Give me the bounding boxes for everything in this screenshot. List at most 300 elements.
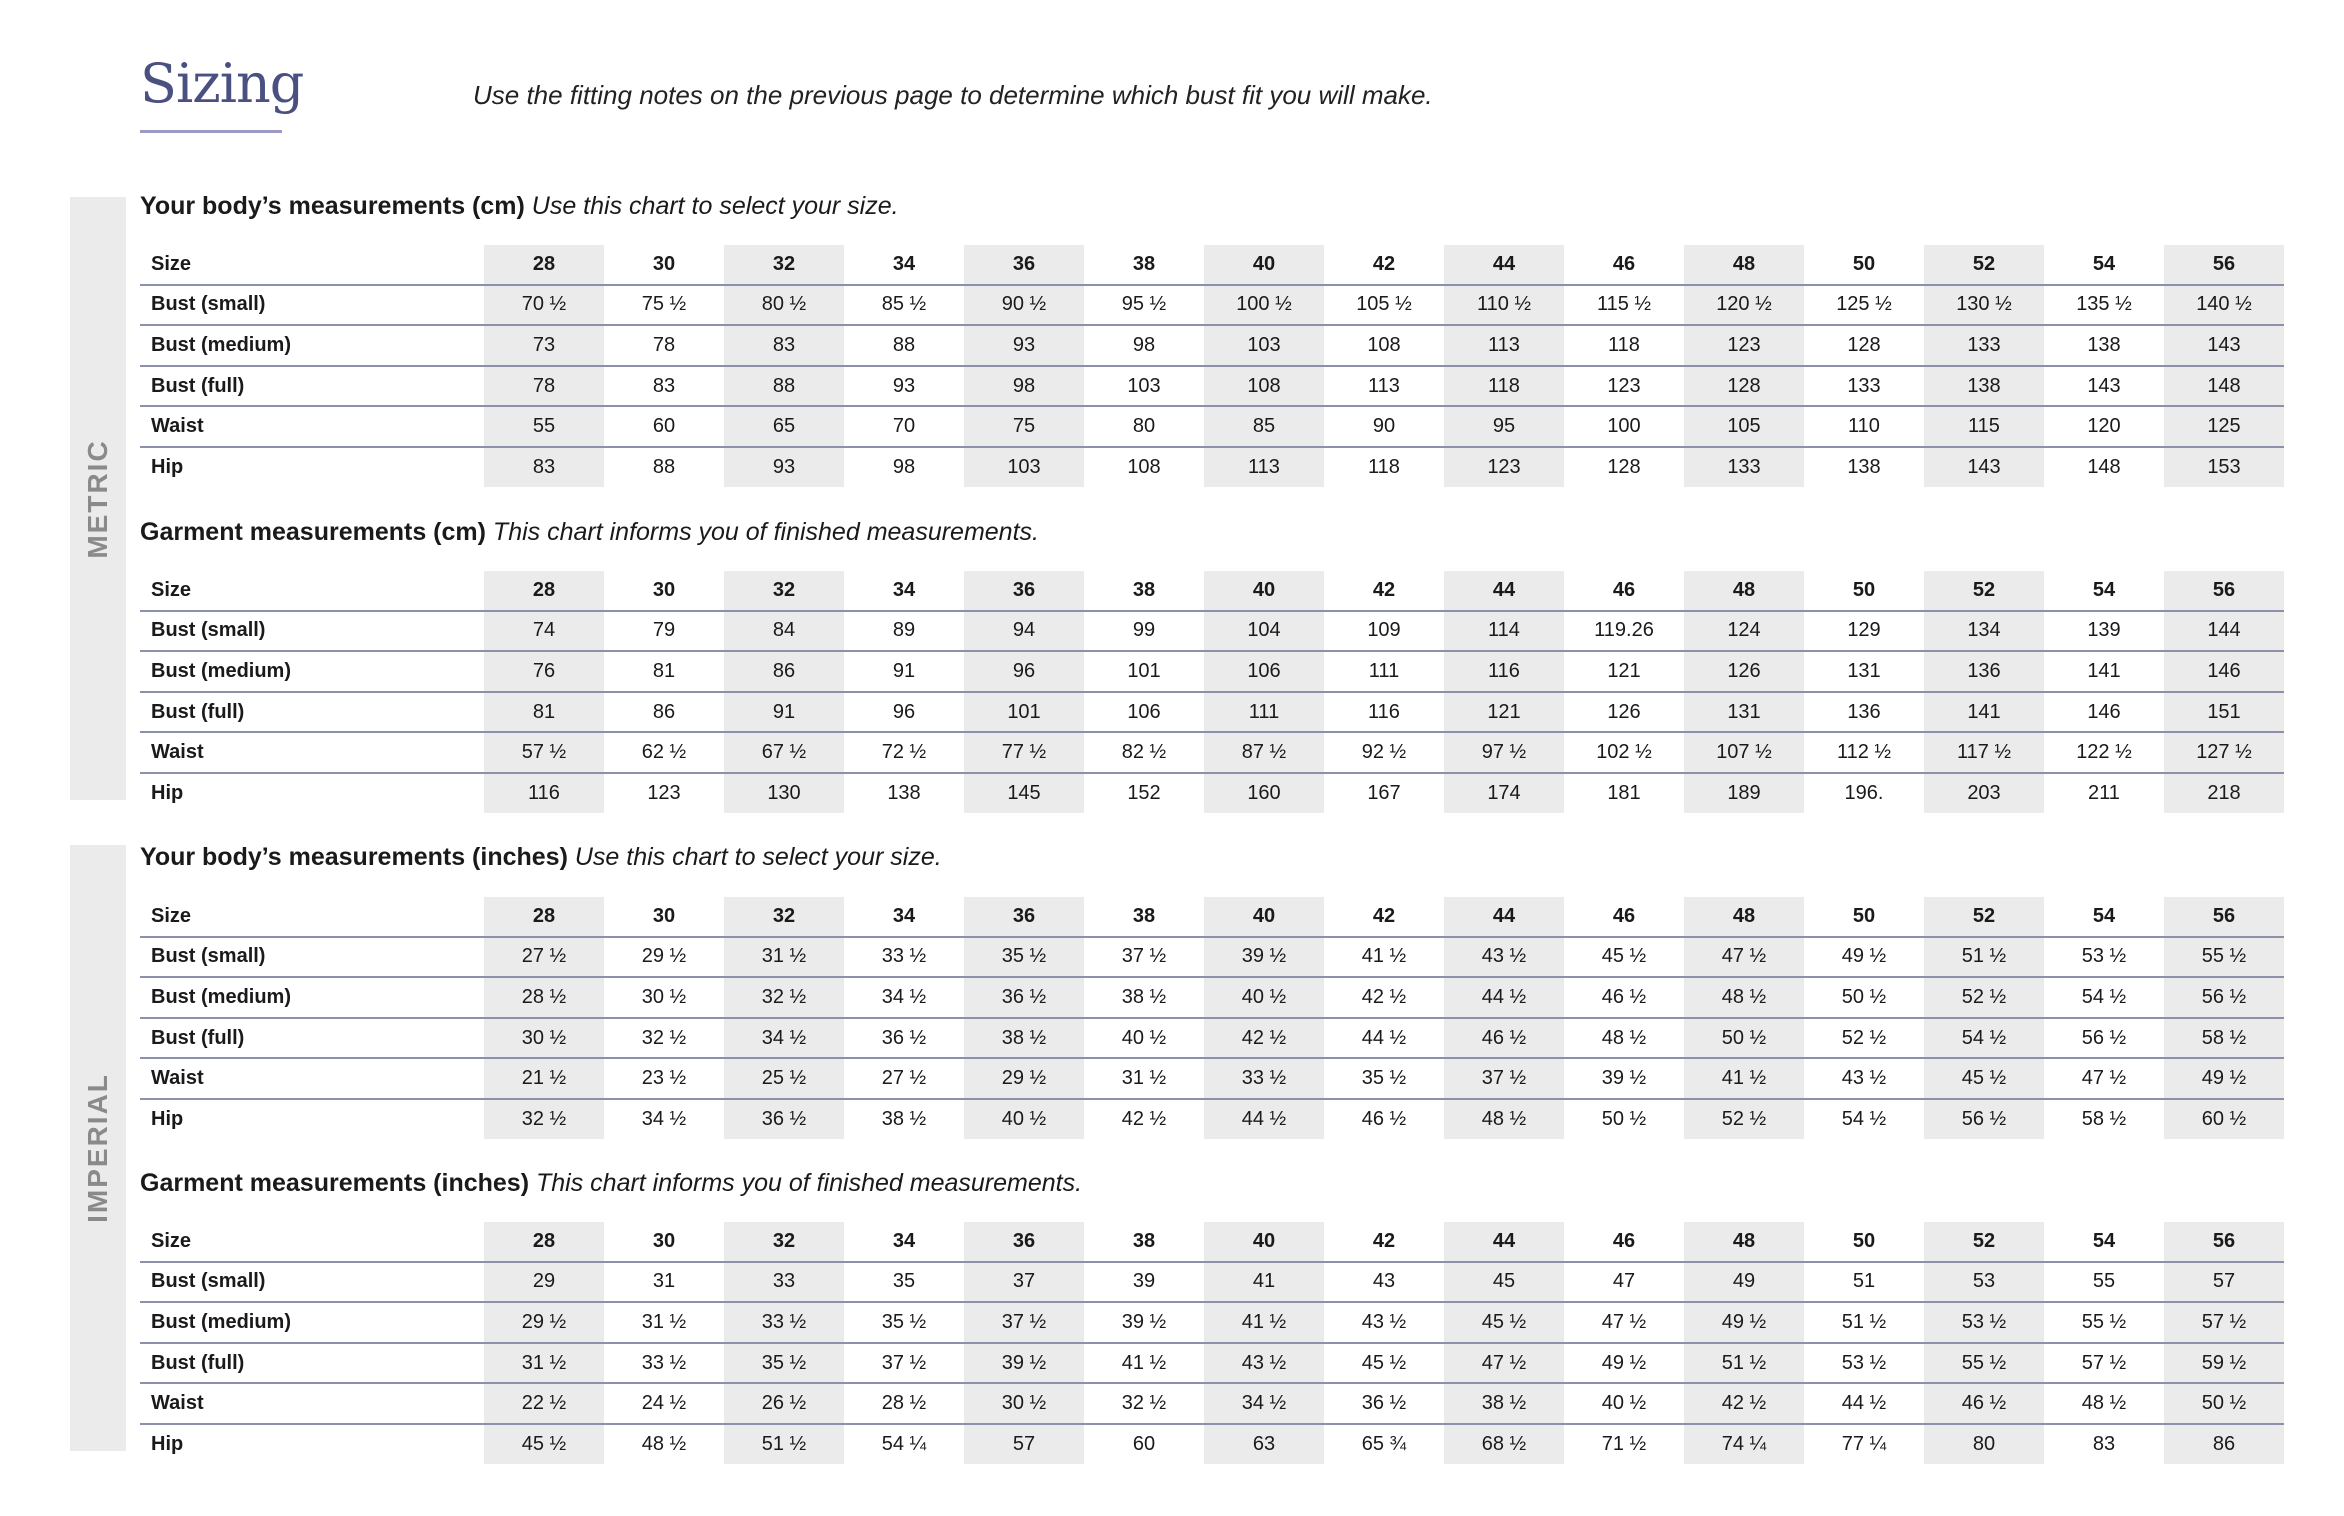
measurement-cell: 83	[724, 325, 844, 366]
measurement-cell: 55 ½	[2044, 1302, 2164, 1343]
size-header-cell: 30	[604, 897, 724, 937]
table-row	[140, 977, 2284, 1018]
measurement-cell: 28 ½	[484, 977, 604, 1018]
measurement-cell: 43 ½	[1804, 1058, 1924, 1099]
measurement-cell: 62 ½	[604, 732, 724, 773]
measurement-cell: 57 ½	[2164, 1302, 2284, 1343]
measurement-cell: 53 ½	[1804, 1343, 1924, 1384]
measurement-cell: 52 ½	[1684, 1099, 1804, 1139]
measurement-cell: 93	[724, 447, 844, 487]
measurement-cell: 121	[1564, 651, 1684, 692]
measurement-cell: 126	[1564, 692, 1684, 733]
measurement-cell: 40 ½	[1564, 1383, 1684, 1424]
size-table-garment-cm	[140, 571, 2284, 813]
measurement-cell: 119.26	[1564, 611, 1684, 652]
table-header-row	[140, 571, 2284, 611]
measurement-cell: 85 ½	[844, 285, 964, 326]
measurement-cell: 45 ½	[484, 1424, 604, 1464]
measurement-cell: 140 ½	[2164, 285, 2284, 326]
measurement-cell: 106	[1204, 651, 1324, 692]
size-header-label: Size	[140, 1222, 484, 1262]
measurement-cell: 105	[1684, 406, 1804, 447]
measurement-cell: 32 ½	[604, 1018, 724, 1059]
measurement-cell: 138	[887, 781, 921, 804]
measurement-cell: 84	[724, 611, 844, 652]
imperial-section-bar	[70, 845, 126, 1451]
measurement-cell: 46 ½	[1564, 977, 1684, 1018]
row-label: Bust (small)	[140, 611, 484, 652]
size-header-cell: 40	[1204, 245, 1324, 285]
measurement-cell: 86	[2164, 1424, 2284, 1464]
size-header-cell: 28	[484, 1222, 604, 1262]
measurement-cell: 103	[1084, 366, 1204, 407]
measurement-cell: 41 ½	[1324, 937, 1444, 978]
measurement-cell: 98	[892, 455, 916, 478]
measurement-cell: 111	[1204, 692, 1324, 733]
measurement-cell: 81	[604, 651, 724, 692]
measurement-cell: 120 ½	[1684, 285, 1804, 326]
measurement-cell: 45 ½	[1924, 1058, 2044, 1099]
measurement-cell: 29	[484, 1262, 604, 1303]
metric-section-bar	[70, 197, 126, 800]
measurement-cell: 32 ½	[724, 977, 844, 1018]
measurement-cell: 54 ½	[1841, 1107, 1887, 1130]
measurement-cell: 39 ½	[1084, 1302, 1204, 1343]
measurement-cell: 51 ½	[1924, 937, 2044, 978]
measurement-cell: 65	[724, 406, 844, 447]
measurement-cell: 74	[484, 611, 604, 652]
measurement-cell: 113	[1324, 366, 1444, 407]
measurement-cell: 91	[724, 692, 844, 733]
measurement-cell: 128	[1804, 325, 1924, 366]
measurement-cell: 98	[964, 366, 1084, 407]
table-heading-body-inches	[140, 843, 942, 872]
measurement-cell: 116	[1444, 651, 1564, 692]
measurement-cell: 60	[1132, 1432, 1156, 1455]
measurement-cell: 35 ½	[964, 937, 1084, 978]
size-header-cell: 34	[844, 571, 964, 611]
measurement-cell: 56 ½	[2164, 977, 2284, 1018]
measurement-cell: 38 ½	[881, 1107, 927, 1130]
measurement-cell: 146	[2164, 651, 2284, 692]
measurement-cell: 123	[1684, 325, 1804, 366]
table-row	[140, 1262, 2284, 1303]
measurement-cell: 32 ½	[484, 1099, 604, 1139]
measurement-cell: 83	[484, 447, 604, 487]
size-header-cell: 42	[1324, 1222, 1444, 1262]
measurement-cell: 73	[484, 325, 604, 366]
row-label: Waist	[140, 406, 484, 447]
measurement-cell: 37	[964, 1262, 1084, 1303]
measurement-cell: 125	[2164, 406, 2284, 447]
table-row	[140, 1343, 2284, 1384]
measurement-cell: 78	[484, 366, 604, 407]
measurement-cell: 109	[1324, 611, 1444, 652]
measurement-cell: 56 ½	[1924, 1099, 2044, 1139]
size-header-cell: 38	[1084, 571, 1204, 611]
measurement-cell: 45 ½	[1444, 1302, 1564, 1343]
measurement-cell: 41 ½	[1204, 1302, 1324, 1343]
measurement-cell: 36 ½	[844, 1018, 964, 1059]
measurement-cell: 148	[2164, 366, 2284, 407]
measurement-cell: 126	[1684, 651, 1804, 692]
size-header-cell: 40	[1204, 897, 1324, 937]
size-header-cell: 48	[1684, 571, 1804, 611]
measurement-cell: 136	[1804, 692, 1924, 733]
table-row	[140, 366, 2284, 407]
measurement-cell: 55 ½	[1924, 1343, 2044, 1384]
measurement-cell: 48 ½	[1684, 977, 1804, 1018]
measurement-cell: 136	[1924, 651, 2044, 692]
measurement-cell: 60 ½	[2164, 1099, 2284, 1139]
measurement-cell: 37 ½	[1084, 937, 1204, 978]
heading-note: This chart informs you of finished measurements.	[492, 518, 1039, 546]
measurement-cell: 68 ½	[1444, 1424, 1564, 1464]
size-header-cell: 56	[2164, 897, 2284, 937]
measurement-cell: 33 ½	[724, 1302, 844, 1343]
measurement-cell: 30 ½	[484, 1018, 604, 1059]
measurement-cell: 174	[1444, 773, 1564, 813]
measurement-cell: 32 ½	[1084, 1383, 1204, 1424]
measurement-cell: 121	[1444, 692, 1564, 733]
measurement-cell: 51 ½	[724, 1424, 844, 1464]
table-row	[140, 692, 2284, 733]
measurement-cell: 48 ½	[1564, 1018, 1684, 1059]
measurement-cell: 36 ½	[964, 977, 1084, 1018]
measurement-cell: 108	[1127, 455, 1161, 478]
size-header-cell: 42	[1324, 897, 1444, 937]
measurement-cell: 33 ½	[604, 1343, 724, 1384]
measurement-cell: 113	[1204, 447, 1324, 487]
measurement-cell: 33 ½	[1204, 1058, 1324, 1099]
size-header-cell: 50	[1804, 571, 1924, 611]
size-header-cell: 42	[1324, 245, 1444, 285]
size-table-body-inches	[140, 897, 2284, 1139]
size-header-cell: 38	[1084, 245, 1204, 285]
row-label: Bust (medium)	[140, 1302, 484, 1343]
measurement-cell: 82 ½	[1084, 732, 1204, 773]
size-header-cell: 44	[1444, 571, 1564, 611]
measurement-cell: 95 ½	[1084, 285, 1204, 326]
measurement-cell: 28 ½	[844, 1383, 964, 1424]
measurement-cell: 115 ½	[1564, 285, 1684, 326]
size-header-cell: 50	[1804, 245, 1924, 285]
row-label: Hip	[151, 1432, 184, 1455]
measurement-cell: 122 ½	[2044, 732, 2164, 773]
measurement-cell: 56 ½	[2044, 1018, 2164, 1059]
size-header-cell: 44	[1444, 897, 1564, 937]
measurement-cell: 29 ½	[604, 937, 724, 978]
measurement-cell: 77 ½	[964, 732, 1084, 773]
measurement-cell: 160	[1204, 773, 1324, 813]
measurement-cell: 90	[1324, 406, 1444, 447]
measurement-cell: 42 ½	[1121, 1107, 1167, 1130]
measurement-cell: 76	[484, 651, 604, 692]
size-header-cell: 32	[724, 897, 844, 937]
measurement-cell: 39 ½	[1564, 1058, 1684, 1099]
table-row	[140, 325, 2284, 366]
measurement-cell: 37 ½	[964, 1302, 1084, 1343]
measurement-cell: 40 ½	[964, 1099, 1084, 1139]
table-row	[140, 285, 2284, 326]
size-header-cell: 48	[1684, 1222, 1804, 1262]
table-heading-garment-inches	[140, 1169, 1082, 1198]
measurement-cell: 57 ½	[484, 732, 604, 773]
measurement-cell: 83	[604, 366, 724, 407]
measurement-cell: 128	[1684, 366, 1804, 407]
measurement-cell: 71 ½	[1601, 1432, 1647, 1455]
measurement-cell: 41	[1204, 1262, 1324, 1303]
row-label: Hip	[151, 455, 184, 478]
measurement-cell: 57	[964, 1424, 1084, 1464]
measurement-cell: 114	[1444, 611, 1564, 652]
measurement-cell: 88	[844, 325, 964, 366]
measurement-cell: 72 ½	[844, 732, 964, 773]
measurement-cell: 51 ½	[1684, 1343, 1804, 1384]
measurement-cell: 26 ½	[724, 1383, 844, 1424]
row-label: Waist	[140, 732, 484, 773]
measurement-cell: 98	[1084, 325, 1204, 366]
measurement-cell: 21 ½	[484, 1058, 604, 1099]
measurement-cell: 120	[2044, 406, 2164, 447]
measurement-cell: 153	[2164, 447, 2284, 487]
measurement-cell: 34 ½	[724, 1018, 844, 1059]
measurement-cell: 133	[1684, 447, 1804, 487]
measurement-cell: 81	[484, 692, 604, 733]
measurement-cell: 218	[2164, 773, 2284, 813]
size-header-cell: 46	[1564, 245, 1684, 285]
measurement-cell: 93	[964, 325, 1084, 366]
measurement-cell: 38 ½	[1084, 977, 1204, 1018]
size-header-cell: 52	[1924, 245, 2044, 285]
table-row	[140, 406, 2284, 447]
measurement-cell: 103	[964, 447, 1084, 487]
row-label: Bust (small)	[140, 285, 484, 326]
measurement-cell: 37 ½	[844, 1343, 964, 1384]
measurement-cell: 39	[1084, 1262, 1204, 1303]
size-header-cell: 44	[1444, 245, 1564, 285]
heading-note: Use this chart to select your size.	[574, 843, 942, 871]
metric-label: METRIC	[82, 438, 113, 559]
row-label: Bust (medium)	[140, 977, 484, 1018]
measurement-cell: 127 ½	[2164, 732, 2284, 773]
measurement-cell: 138	[2044, 325, 2164, 366]
measurement-cell: 75 ½	[604, 285, 724, 326]
measurement-cell: 25 ½	[724, 1058, 844, 1099]
size-header-cell: 36	[964, 571, 1084, 611]
measurement-cell: 135 ½	[2044, 285, 2164, 326]
row-label: Bust (small)	[140, 937, 484, 978]
measurement-cell: 50 ½	[1601, 1107, 1647, 1130]
size-header-cell: 32	[724, 1222, 844, 1262]
measurement-cell: 55	[484, 406, 604, 447]
measurement-cell: 47 ½	[2044, 1058, 2164, 1099]
measurement-cell: 129	[1804, 611, 1924, 652]
row-label: Bust (full)	[140, 692, 484, 733]
measurement-cell: 118	[1368, 455, 1400, 478]
measurement-cell: 88	[724, 366, 844, 407]
measurement-cell: 87 ½	[1204, 732, 1324, 773]
measurement-cell: 40 ½	[1084, 1018, 1204, 1059]
measurement-cell: 45 ½	[1324, 1343, 1444, 1384]
measurement-cell: 36 ½	[1324, 1383, 1444, 1424]
measurement-cell: 33	[724, 1262, 844, 1303]
size-header-cell: 28	[484, 897, 604, 937]
measurement-cell: 57	[2164, 1262, 2284, 1303]
measurement-cell: 123	[1444, 447, 1564, 487]
measurement-cell: 146	[2044, 692, 2164, 733]
measurement-cell: 30 ½	[604, 977, 724, 1018]
measurement-cell: 39 ½	[1204, 937, 1324, 978]
size-header-cell: 54	[2044, 1222, 2164, 1262]
measurement-cell: 70 ½	[484, 285, 604, 326]
measurement-cell: 115	[1924, 406, 2044, 447]
measurement-cell: 107 ½	[1684, 732, 1804, 773]
measurement-cell: 117 ½	[1924, 732, 2044, 773]
measurement-cell: 47 ½	[1684, 937, 1804, 978]
measurement-cell: 47 ½	[1444, 1343, 1564, 1384]
measurement-cell: 53 ½	[2044, 937, 2164, 978]
page-title: Sizing	[140, 52, 304, 115]
measurement-cell: 88	[652, 455, 676, 478]
size-header-cell: 30	[604, 245, 724, 285]
measurement-cell: 141	[1924, 692, 2044, 733]
table-row	[140, 773, 2284, 813]
measurement-cell: 63	[1204, 1424, 1324, 1464]
measurement-cell: 105 ½	[1324, 285, 1444, 326]
measurement-cell: 95	[1444, 406, 1564, 447]
measurement-cell: 118	[1564, 325, 1684, 366]
measurement-cell: 108	[1204, 366, 1324, 407]
measurement-cell: 39 ½	[964, 1343, 1084, 1384]
measurement-cell: 41 ½	[1684, 1058, 1804, 1099]
measurement-cell: 101	[964, 692, 1084, 733]
size-header-cell: 56	[2164, 571, 2284, 611]
measurement-cell: 151	[2164, 692, 2284, 733]
intro-text: Use the fitting notes on the previous page to determine which bust fit you will make.	[473, 80, 1433, 110]
measurement-cell: 48 ½	[1444, 1099, 1564, 1139]
measurement-cell: 53 ½	[1924, 1302, 2044, 1343]
measurement-cell: 104	[1204, 611, 1324, 652]
measurement-cell: 52 ½	[1804, 1018, 1924, 1059]
measurement-cell: 67 ½	[724, 732, 844, 773]
measurement-cell: 100 ½	[1204, 285, 1324, 326]
measurement-cell: 111	[1324, 651, 1444, 692]
measurement-cell: 53	[1924, 1262, 2044, 1303]
table-row	[140, 732, 2284, 773]
measurement-cell: 58 ½	[2081, 1107, 2127, 1130]
measurement-cell: 138	[1847, 455, 1881, 478]
measurement-cell: 141	[2044, 651, 2164, 692]
size-header-cell: 54	[2044, 571, 2164, 611]
size-header-cell: 44	[1444, 1222, 1564, 1262]
measurement-cell: 35	[844, 1262, 964, 1303]
measurement-cell: 38 ½	[964, 1018, 1084, 1059]
measurement-cell: 92 ½	[1324, 732, 1444, 773]
measurement-cell: 211	[2088, 781, 2120, 804]
measurement-cell: 31	[604, 1262, 724, 1303]
measurement-cell: 50 ½	[2164, 1383, 2284, 1424]
measurement-cell: 189	[1684, 773, 1804, 813]
measurement-cell: 60	[604, 406, 724, 447]
measurement-cell: 94	[964, 611, 1084, 652]
measurement-cell: 31 ½	[604, 1302, 724, 1343]
measurement-cell: 70	[844, 406, 964, 447]
measurement-cell: 130	[724, 773, 844, 813]
measurement-cell: 31 ½	[1084, 1058, 1204, 1099]
size-header-label: Size	[140, 245, 484, 285]
measurement-cell: 55 ½	[2164, 937, 2284, 978]
size-header-cell: 48	[1684, 245, 1804, 285]
table-row	[140, 1099, 2284, 1139]
measurement-cell: 34 ½	[1204, 1383, 1324, 1424]
measurement-cell: 130 ½	[1924, 285, 2044, 326]
heading-note: Use this chart to select your size.	[531, 192, 899, 220]
table-header-row	[140, 897, 2284, 937]
imperial-label: IMPERIAL	[82, 1073, 113, 1223]
row-label: Bust (medium)	[140, 325, 484, 366]
measurement-cell: 102 ½	[1564, 732, 1684, 773]
table-row	[140, 1018, 2284, 1059]
measurement-cell: 29 ½	[484, 1302, 604, 1343]
row-label: Bust (medium)	[140, 651, 484, 692]
size-header-cell: 34	[844, 897, 964, 937]
measurement-cell: 48 ½	[641, 1432, 687, 1455]
measurement-cell: 41 ½	[1084, 1343, 1204, 1384]
measurement-cell: 35 ½	[844, 1302, 964, 1343]
size-header-cell: 52	[1924, 1222, 2044, 1262]
size-header-cell: 50	[1804, 897, 1924, 937]
measurement-cell: 43 ½	[1444, 937, 1564, 978]
measurement-cell: 97 ½	[1444, 732, 1564, 773]
measurement-cell: 44 ½	[1444, 977, 1564, 1018]
measurement-cell: 103	[1204, 325, 1324, 366]
measurement-cell: 51	[1804, 1262, 1924, 1303]
measurement-cell: 96	[844, 692, 964, 733]
heading-note: This chart informs you of finished measurements.	[535, 1169, 1083, 1197]
heading-title: Your body’s measurements (cm)	[140, 192, 525, 220]
measurement-cell: 46 ½	[1924, 1383, 2044, 1424]
size-header-cell: 28	[484, 571, 604, 611]
measurement-cell: 148	[2087, 455, 2121, 478]
measurement-cell: 59 ½	[2164, 1343, 2284, 1384]
measurement-cell: 96	[964, 651, 1084, 692]
measurement-cell: 52 ½	[1924, 977, 2044, 1018]
measurement-cell: 80	[1924, 1424, 2044, 1464]
measurement-cell: 91	[844, 651, 964, 692]
size-header-cell: 54	[2044, 897, 2164, 937]
measurement-cell: 49 ½	[1684, 1302, 1804, 1343]
measurement-cell: 181	[1607, 781, 1641, 804]
measurement-cell: 124	[1684, 611, 1804, 652]
measurement-cell: 131	[1804, 651, 1924, 692]
measurement-cell: 49	[1684, 1262, 1804, 1303]
measurement-cell: 90 ½	[964, 285, 1084, 326]
table-row	[140, 1302, 2284, 1343]
row-label: Hip	[151, 1107, 184, 1130]
size-header-cell: 54	[2044, 245, 2164, 285]
measurement-cell: 80 ½	[724, 285, 844, 326]
measurement-cell: 45	[1444, 1262, 1564, 1303]
measurement-cell: 93	[844, 366, 964, 407]
size-header-cell: 46	[1564, 1222, 1684, 1262]
row-label: Hip	[151, 781, 184, 804]
measurement-cell: 33 ½	[844, 937, 964, 978]
measurement-cell: 99	[1084, 611, 1204, 652]
measurement-cell: 128	[1607, 455, 1641, 478]
measurement-cell: 144	[2164, 611, 2284, 652]
size-header-cell: 42	[1324, 571, 1444, 611]
